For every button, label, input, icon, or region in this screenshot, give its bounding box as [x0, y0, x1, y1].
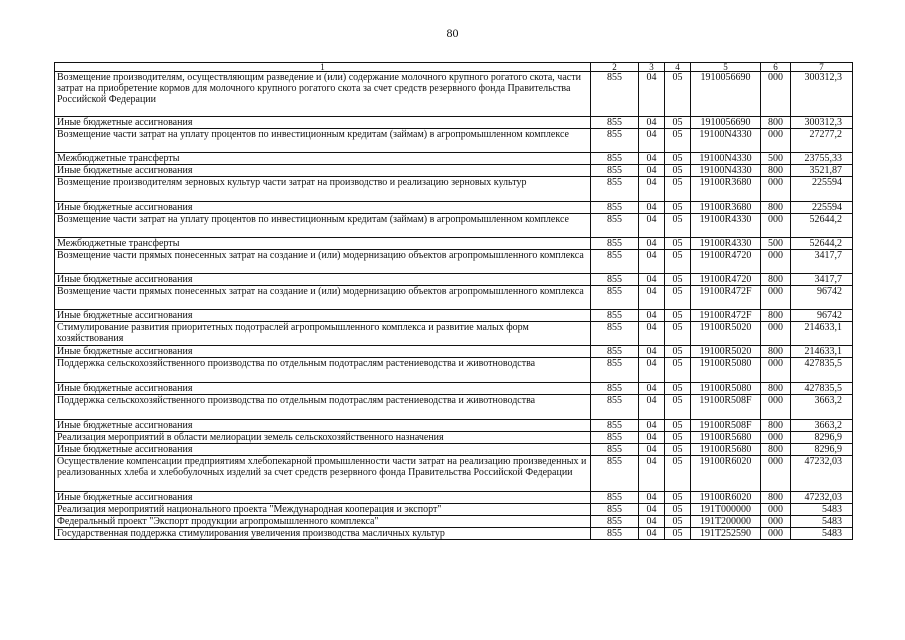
subsection-cell: 05	[665, 358, 691, 383]
admin-code-cell: 855	[591, 72, 639, 117]
admin-code-cell: 855	[591, 346, 639, 358]
table-row	[55, 528, 853, 540]
subsection-cell: 05	[665, 420, 691, 432]
admin-code-cell: 855	[591, 444, 639, 456]
section-cell: 04	[639, 117, 665, 129]
table-row	[55, 202, 853, 214]
column-header: 5	[691, 63, 761, 72]
target-article-cell: 19100R4330	[691, 238, 761, 250]
admin-code-cell: 855	[591, 528, 639, 540]
subsection-cell: 05	[665, 72, 691, 117]
expense-type-cell: 800	[761, 420, 791, 432]
row-name-cell: Межбюджетные трансферты	[55, 153, 591, 165]
row-name-cell: Поддержка сельскохозяйственного производства по отдельным подотраслям растениеводства и животноводства	[55, 358, 591, 383]
subsection-cell: 05	[665, 129, 691, 153]
row-name-cell: Возмещение производителям зерновых культур части затрат на производство и реализацию зерновых культур	[55, 177, 591, 202]
amount-cell: 8296,9	[791, 432, 853, 444]
target-article-cell: 19100R3680	[691, 202, 761, 214]
admin-code-cell: 855	[591, 310, 639, 322]
target-article-cell: 19100R4720	[691, 250, 761, 274]
section-cell: 04	[639, 456, 665, 492]
section-cell: 04	[639, 420, 665, 432]
target-article-cell: 19100R5020	[691, 346, 761, 358]
admin-code-cell: 855	[591, 214, 639, 238]
subsection-cell: 05	[665, 214, 691, 238]
target-article-cell: 1910056690	[691, 72, 761, 117]
expense-type-cell: 000	[761, 322, 791, 346]
subsection-cell: 05	[665, 238, 691, 250]
expense-type-cell: 000	[761, 528, 791, 540]
row-name-cell: Иные бюджетные ассигнования	[55, 444, 591, 456]
row-name-cell: Поддержка сельскохозяйственного производства по отдельным подотраслям растениеводства и животноводства	[55, 395, 591, 420]
row-name-cell: Возмещение части прямых понесенных затрат на создание и (или) модернизацию объектов агропромышленного комплекса	[55, 250, 591, 274]
subsection-cell: 05	[665, 383, 691, 395]
table-row	[55, 250, 853, 274]
table-row	[55, 117, 853, 129]
expense-type-cell: 000	[761, 286, 791, 310]
amount-cell: 27277,2	[791, 129, 853, 153]
table-row	[55, 165, 853, 177]
column-header: 6	[761, 63, 791, 72]
column-header: 4	[665, 63, 691, 72]
target-article-cell: 19100R508F	[691, 395, 761, 420]
admin-code-cell: 855	[591, 153, 639, 165]
column-header: 7	[791, 63, 853, 72]
amount-cell: 427835,5	[791, 358, 853, 383]
section-cell: 04	[639, 516, 665, 528]
admin-code-cell: 855	[591, 165, 639, 177]
row-name-cell: Иные бюджетные ассигнования	[55, 346, 591, 358]
table-row	[55, 395, 853, 420]
subsection-cell: 05	[665, 202, 691, 214]
row-name-cell: Иные бюджетные ассигнования	[55, 202, 591, 214]
amount-cell: 300312,3	[791, 117, 853, 129]
target-article-cell: 19100R508F	[691, 420, 761, 432]
row-name-cell: Иные бюджетные ассигнования	[55, 492, 591, 504]
header-row	[55, 63, 853, 72]
section-cell: 04	[639, 310, 665, 322]
subsection-cell: 05	[665, 153, 691, 165]
target-article-cell: 19100R5680	[691, 432, 761, 444]
row-name-cell: Осуществление компенсации предприятиям хлебопекарной промышленности части затрат на реализацию произведенных и реализованных хлеба и хлебобулочных изделий за счет средств резервного фонда Правительства Российской Федерации	[55, 456, 591, 492]
expense-type-cell: 800	[761, 202, 791, 214]
subsection-cell: 05	[665, 395, 691, 420]
table-row	[55, 129, 853, 153]
subsection-cell: 05	[665, 250, 691, 274]
amount-cell: 3521,87	[791, 165, 853, 177]
section-cell: 04	[639, 129, 665, 153]
column-header: 2	[591, 63, 639, 72]
table-row	[55, 72, 853, 117]
admin-code-cell: 855	[591, 504, 639, 516]
expense-type-cell: 000	[761, 456, 791, 492]
table-row	[55, 177, 853, 202]
amount-cell: 96742	[791, 310, 853, 322]
target-article-cell: 19100R4720	[691, 274, 761, 286]
section-cell: 04	[639, 322, 665, 346]
section-cell: 04	[639, 202, 665, 214]
amount-cell: 23755,33	[791, 153, 853, 165]
expense-type-cell: 800	[761, 444, 791, 456]
section-cell: 04	[639, 444, 665, 456]
page-number: 80	[446, 26, 459, 40]
expense-type-cell: 800	[761, 274, 791, 286]
section-cell: 04	[639, 274, 665, 286]
column-header: 1	[55, 63, 591, 72]
admin-code-cell: 855	[591, 492, 639, 504]
admin-code-cell: 855	[591, 456, 639, 492]
admin-code-cell: 855	[591, 395, 639, 420]
admin-code-cell: 855	[591, 286, 639, 310]
subsection-cell: 05	[665, 286, 691, 310]
expense-type-cell: 800	[761, 346, 791, 358]
subsection-cell: 05	[665, 165, 691, 177]
amount-cell: 427835,5	[791, 383, 853, 395]
target-article-cell: 19100R6020	[691, 456, 761, 492]
row-name-cell: Иные бюджетные ассигнования	[55, 420, 591, 432]
target-article-cell: 19100R6020	[691, 492, 761, 504]
subsection-cell: 05	[665, 274, 691, 286]
row-name-cell: Возмещение части затрат на уплату процентов по инвестиционным кредитам (займам) в агропромышленном комплексе	[55, 129, 591, 153]
subsection-cell: 05	[665, 456, 691, 492]
amount-cell: 47232,03	[791, 492, 853, 504]
section-cell: 04	[639, 214, 665, 238]
admin-code-cell: 855	[591, 420, 639, 432]
section-cell: 04	[639, 528, 665, 540]
expense-type-cell: 000	[761, 516, 791, 528]
amount-cell: 3663,2	[791, 395, 853, 420]
amount-cell: 47232,03	[791, 456, 853, 492]
target-article-cell: 19100R4330	[691, 214, 761, 238]
row-name-cell: Межбюджетные трансферты	[55, 238, 591, 250]
target-article-cell: 19100N4330	[691, 129, 761, 153]
section-cell: 04	[639, 250, 665, 274]
target-article-cell: 191T000000	[691, 504, 761, 516]
expense-type-cell: 000	[761, 395, 791, 420]
amount-cell: 96742	[791, 286, 853, 310]
table-row	[55, 346, 853, 358]
table-row	[55, 456, 853, 492]
expense-type-cell: 000	[761, 177, 791, 202]
subsection-cell: 05	[665, 528, 691, 540]
table-row	[55, 274, 853, 286]
section-cell: 04	[639, 492, 665, 504]
target-article-cell: 1910056690	[691, 117, 761, 129]
expense-type-cell: 000	[761, 129, 791, 153]
table-row	[55, 492, 853, 504]
subsection-cell: 05	[665, 444, 691, 456]
section-cell: 04	[639, 383, 665, 395]
target-article-cell: 191T252590	[691, 528, 761, 540]
expense-type-cell: 800	[761, 310, 791, 322]
row-name-cell: Стимулирование развития приоритетных подотраслей агропромышленного комплекса и развитие малых форм хозяйствования	[55, 322, 591, 346]
admin-code-cell: 855	[591, 274, 639, 286]
row-name-cell: Федеральный проект "Экспорт продукции агропромышленного комплекса"	[55, 516, 591, 528]
row-name-cell: Иные бюджетные ассигнования	[55, 383, 591, 395]
target-article-cell: 19100R3680	[691, 177, 761, 202]
amount-cell: 214633,1	[791, 322, 853, 346]
target-article-cell: 19100R5080	[691, 358, 761, 383]
amount-cell: 5483	[791, 528, 853, 540]
expense-type-cell: 000	[761, 72, 791, 117]
admin-code-cell: 855	[591, 383, 639, 395]
table-row	[55, 153, 853, 165]
admin-code-cell: 855	[591, 322, 639, 346]
target-article-cell: 19100N4330	[691, 165, 761, 177]
amount-cell: 8296,9	[791, 444, 853, 456]
admin-code-cell: 855	[591, 238, 639, 250]
target-article-cell: 19100R5680	[691, 444, 761, 456]
table-row	[55, 444, 853, 456]
subsection-cell: 05	[665, 322, 691, 346]
amount-cell: 5483	[791, 516, 853, 528]
amount-cell: 52644,2	[791, 238, 853, 250]
expense-type-cell: 800	[761, 383, 791, 395]
admin-code-cell: 855	[591, 129, 639, 153]
subsection-cell: 05	[665, 492, 691, 504]
admin-code-cell: 855	[591, 432, 639, 444]
row-name-cell: Иные бюджетные ассигнования	[55, 274, 591, 286]
table-row	[55, 516, 853, 528]
section-cell: 04	[639, 177, 665, 202]
column-header: 3	[639, 63, 665, 72]
admin-code-cell: 855	[591, 516, 639, 528]
admin-code-cell: 855	[591, 358, 639, 383]
expense-type-cell: 500	[761, 153, 791, 165]
subsection-cell: 05	[665, 310, 691, 322]
table-row	[55, 310, 853, 322]
expense-type-cell: 800	[761, 492, 791, 504]
row-name-cell: Иные бюджетные ассигнования	[55, 117, 591, 129]
admin-code-cell: 855	[591, 177, 639, 202]
table-row	[55, 358, 853, 383]
section-cell: 04	[639, 395, 665, 420]
table-row	[55, 322, 853, 346]
expense-type-cell: 800	[761, 117, 791, 129]
target-article-cell: 19100N4330	[691, 153, 761, 165]
expense-type-cell: 000	[761, 432, 791, 444]
section-cell: 04	[639, 165, 665, 177]
subsection-cell: 05	[665, 117, 691, 129]
expense-type-cell: 000	[761, 504, 791, 516]
amount-cell: 3417,7	[791, 250, 853, 274]
subsection-cell: 05	[665, 346, 691, 358]
row-name-cell: Возмещение части прямых понесенных затрат на создание и (или) модернизацию объектов агропромышленного комплекса	[55, 286, 591, 310]
subsection-cell: 05	[665, 516, 691, 528]
section-cell: 04	[639, 153, 665, 165]
subsection-cell: 05	[665, 432, 691, 444]
amount-cell: 3417,7	[791, 274, 853, 286]
section-cell: 04	[639, 504, 665, 516]
admin-code-cell: 855	[591, 250, 639, 274]
row-name-cell: Иные бюджетные ассигнования	[55, 165, 591, 177]
section-cell: 04	[639, 358, 665, 383]
subsection-cell: 05	[665, 177, 691, 202]
expense-type-cell: 000	[761, 358, 791, 383]
section-cell: 04	[639, 72, 665, 117]
amount-cell: 3663,2	[791, 420, 853, 432]
row-name-cell: Иные бюджетные ассигнования	[55, 310, 591, 322]
target-article-cell: 19100R5080	[691, 383, 761, 395]
row-name-cell: Реализация мероприятий национального проекта "Международная кооперация и экспорт"	[55, 504, 591, 516]
row-name-cell: Возмещение производителям, осуществляющим разведение и (или) содержание молочного крупного рогатого скота, части затрат на приобретение кормов для молочного крупного рогатого скота за счет средств резервного фонда Правительства Российской Федерации	[55, 72, 591, 117]
section-cell: 04	[639, 432, 665, 444]
row-name-cell: Возмещение части затрат на уплату процентов по инвестиционным кредитам (займам) в агропромышленном комплексе	[55, 214, 591, 238]
amount-cell: 52644,2	[791, 214, 853, 238]
table-row	[55, 286, 853, 310]
row-name-cell: Реализация мероприятий в области мелиорации земель сельскохозяйственного назначения	[55, 432, 591, 444]
table-row	[55, 383, 853, 395]
amount-cell: 225594	[791, 177, 853, 202]
target-article-cell: 19100R5020	[691, 322, 761, 346]
budget-table	[54, 62, 853, 540]
admin-code-cell: 855	[591, 117, 639, 129]
expense-type-cell: 800	[761, 165, 791, 177]
table-row	[55, 238, 853, 250]
expense-type-cell: 000	[761, 214, 791, 238]
section-cell: 04	[639, 238, 665, 250]
amount-cell: 225594	[791, 202, 853, 214]
admin-code-cell: 855	[591, 202, 639, 214]
amount-cell: 214633,1	[791, 346, 853, 358]
target-article-cell: 19100R472F	[691, 286, 761, 310]
target-article-cell: 19100R472F	[691, 310, 761, 322]
amount-cell: 300312,3	[791, 72, 853, 117]
section-cell: 04	[639, 346, 665, 358]
row-name-cell: Государственная поддержка стимулирования увеличения производства масличных культур	[55, 528, 591, 540]
table-row	[55, 432, 853, 444]
subsection-cell: 05	[665, 504, 691, 516]
section-cell: 04	[639, 286, 665, 310]
expense-type-cell: 000	[761, 250, 791, 274]
amount-cell: 5483	[791, 504, 853, 516]
table-row	[55, 420, 853, 432]
table-row	[55, 504, 853, 516]
target-article-cell: 191T200000	[691, 516, 761, 528]
expense-type-cell: 500	[761, 238, 791, 250]
table-row	[55, 214, 853, 238]
